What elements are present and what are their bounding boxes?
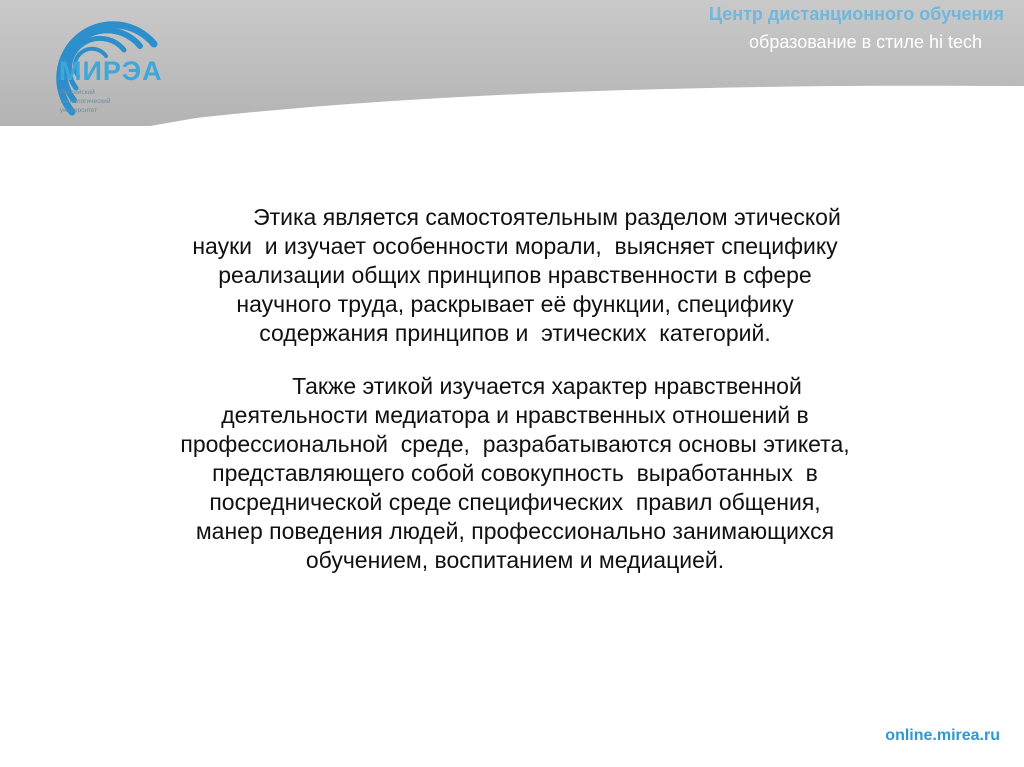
text-line: науки и изучает особенности морали, выясняет специфику bbox=[192, 233, 838, 259]
paragraph-mediator-ethics bbox=[40, 372, 990, 575]
center-subtitle: образование в стиле hi tech bbox=[749, 32, 982, 52]
text-line: Этика является самостоятельным разделом этической bbox=[189, 204, 841, 230]
text-line: Также этикой изучается характер нравственной bbox=[228, 373, 802, 399]
text-line: посреднической среде специфических правил общения, bbox=[209, 489, 821, 515]
text-line: научного труда, раскрывает её функции, специфику bbox=[236, 291, 794, 317]
logo-wordmark: МИРЭА bbox=[59, 56, 163, 86]
paragraph-ethics-definition bbox=[40, 203, 990, 348]
text-line: представляющего собой совокупность выработанных в bbox=[212, 460, 818, 486]
mirea-logo bbox=[4, 4, 184, 124]
logo-subtitle: Российский технологический университет bbox=[60, 89, 111, 114]
text-line: обучением, воспитанием и медиацией. bbox=[305, 547, 725, 573]
slide-content bbox=[40, 203, 990, 575]
footer-url[interactable]: online.mirea.ru bbox=[885, 727, 1000, 744]
center-title: Центр дистанционного обучения bbox=[708, 4, 1004, 24]
text-line: содержания принципов и этических категорий. bbox=[259, 320, 771, 346]
text-line: деятельности медиатора и нравственных отношений в bbox=[221, 402, 809, 428]
text-line: манер поведения людей, профессионально занимающихся bbox=[195, 518, 835, 544]
text-line: профессиональной среде, разрабатываются основы этикета, bbox=[180, 431, 850, 457]
text-line: реализации общих принципов нравственности в сфере bbox=[218, 262, 812, 288]
